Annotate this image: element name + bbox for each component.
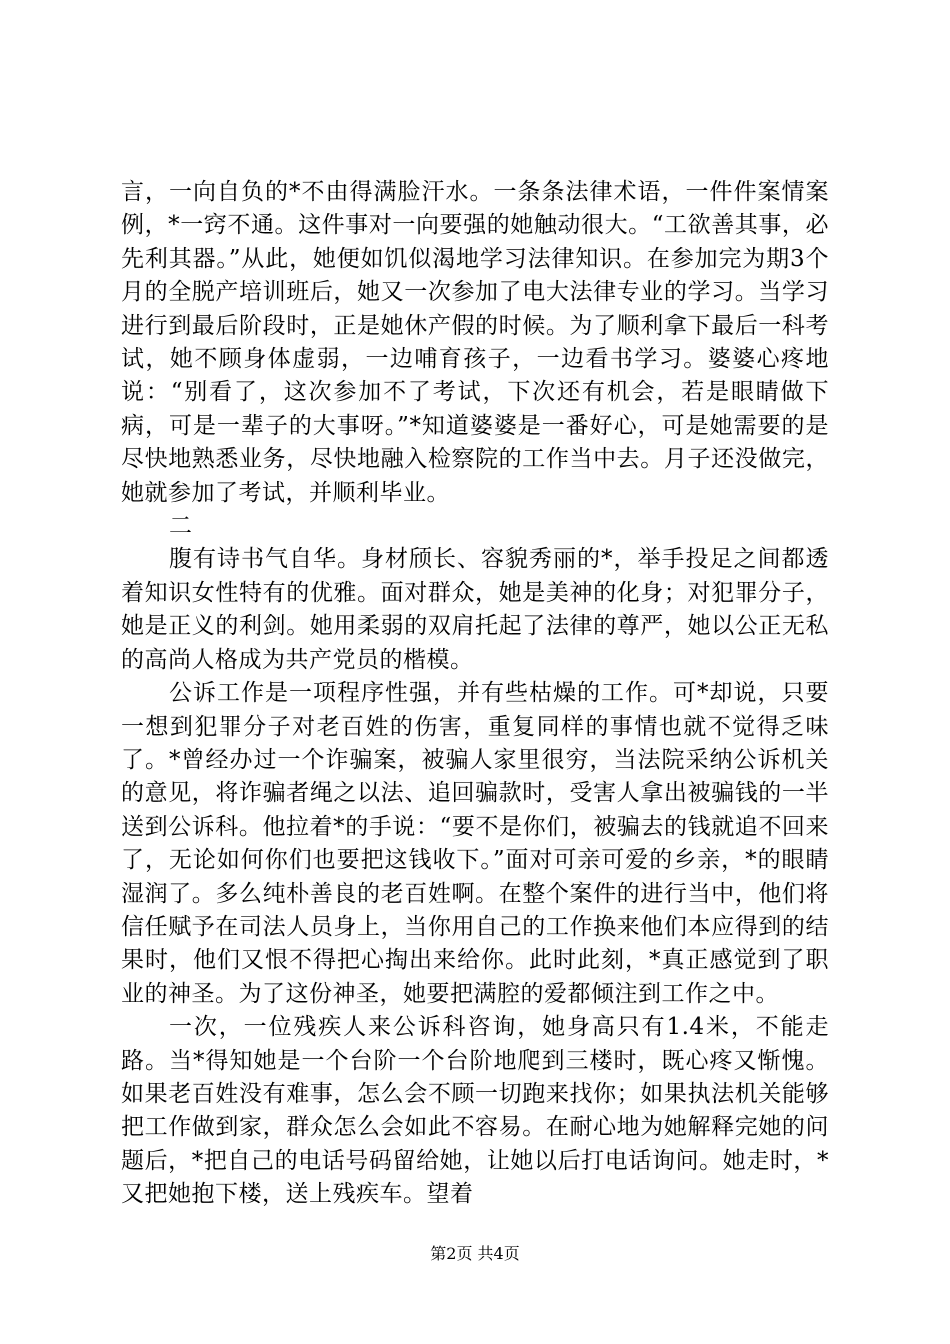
paragraph-4: 一次，一位残疾人来公诉科咨询，她身高只有1.4米，不能走路。当*得知她是一个台阶一个台阶地爬到三楼时，既心疼又惭愧。如果老百姓没有难事，怎么会不顾一切跑来找你；如果执法机关能够把工作做到家，群众怎么会如此不容易。在耐心地为她解释完她的问题后，*把自己的电话号码留给她，让她以后打电话询问。她走时，*又把她抱下楼，送上残疾车。望着 xyxy=(121,1014,829,1208)
paragraph-2: 腹有诗书气自华。身材颀长、容貌秀丽的*，举手投足之间都透着知识女性特有的优雅。面对群众，她是美神的化身；对犯罪分子，她是正义的利剑。她用柔弱的双肩托起了法律的尊严，她以公正无私的高尚人格成为共产党员的楷模。 xyxy=(121,546,829,673)
paragraph-1: 言，一向自负的*不由得满脸汗水。一条条法律术语，一件件案情案例，*一窍不通。这件事对一向要强的她触动很大。“工欲善其事，必先利其器。”从此，她便如饥似渴地学习法律知识。在参加完为期3个月的全脱产培训班后，她又一次参加了电大法律专业的学习。当学习进行到最后阶段时，正是她休产假的时候。为了顺利拿下最后一科考试，她不顾身体虚弱，一边哺育孩子，一边看书学习。婆婆心疼地说：“别看了，这次参加不了考试，下次还有机会，若是眼睛做下病，可是一辈子的大事呀。”*知道婆婆是一番好心，可是她需要的是尽快地熟悉业务，尽快地融入检察院的工作当中去。月子还没做完，她就参加了考试，并顺利毕业。 xyxy=(121,179,829,506)
section-heading-two: 二 xyxy=(169,513,193,540)
document-body xyxy=(121,176,829,1212)
paragraph-3: 公诉工作是一项程序性强，并有些枯燥的工作。可*却说，只要一想到犯罪分子对老百姓的伤害，重复同样的事情也就不觉得乏味了。*曾经办过一个诈骗案，被骗人家里很穷，当法院采纳公诉机关的意见，将诈骗者绳之以法、追回骗款时，受害人拿出被骗钱的一半送到公诉科。他拉着*的手说：“要不是你们，被骗去的钱就追不回来了，无论如何你们也要把这钱收下。”面对可亲可爱的乡亲，*的眼睛湿润了。多么纯朴善良的老百姓啊。在整个案件的进行当中，他们将信任赋予在司法人员身上，当你用自己的工作换来他们本应得到的结果时，他们又恨不得把心掏出来给你。此时此刻，*真正感觉到了职业的神圣。为了这份神圣，她要把满腔的爱都倾注到工作之中。 xyxy=(121,680,829,1007)
page-number-footer: 第2页 共4页 xyxy=(430,1244,520,1263)
